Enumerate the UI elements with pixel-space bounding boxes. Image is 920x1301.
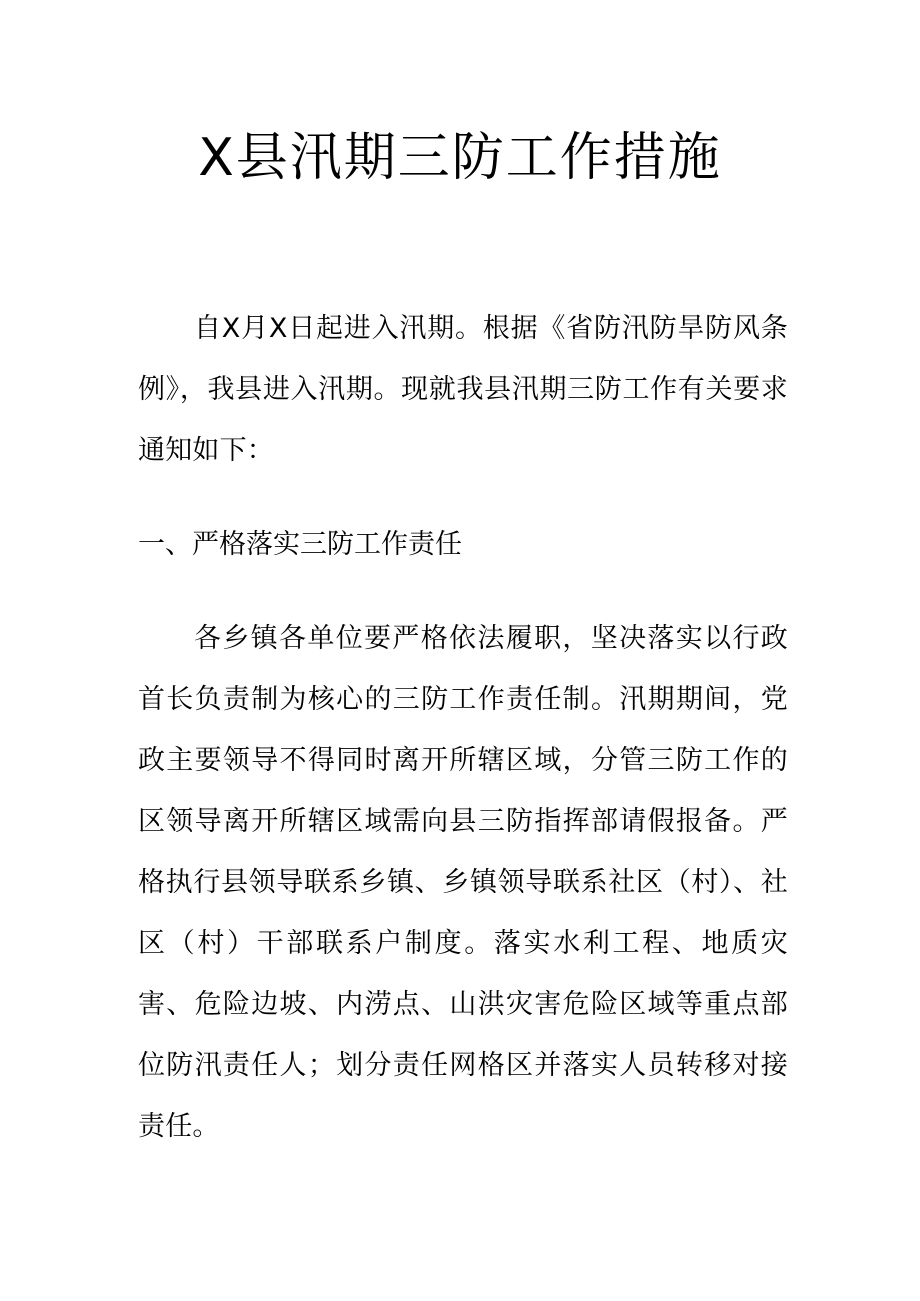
section-body-1: 各乡镇各单位要严格依法履职，坚决落实以行政首长负责制为核心的三防工作责任制。汛期期间，党政主要领导不得同时离开所辖区域，分管三防工作的区领导离开所辖区域需向县三防指挥部请假报备。严格执行县领导联系乡镇、乡镇领导联系社区（村）、社区（村）干部联系户制度。落实水利工程、地质灾害、危险边坡、内涝点、山洪灾害危险区域等重点部位防汛责任人；划分责任网格区并落实人员转移对接责任。: [138, 623, 788, 1142]
document-title: X县汛期三防工作措施: [198, 128, 722, 188]
section-heading-1: 一、严格落实三防工作责任: [138, 529, 462, 560]
intro-paragraph: 自X月X日起进入汛期。根据《省防汛防旱防风条例》，我县进入汛期。现就我县汛期三防工作有关要求通知如下：: [138, 313, 788, 466]
